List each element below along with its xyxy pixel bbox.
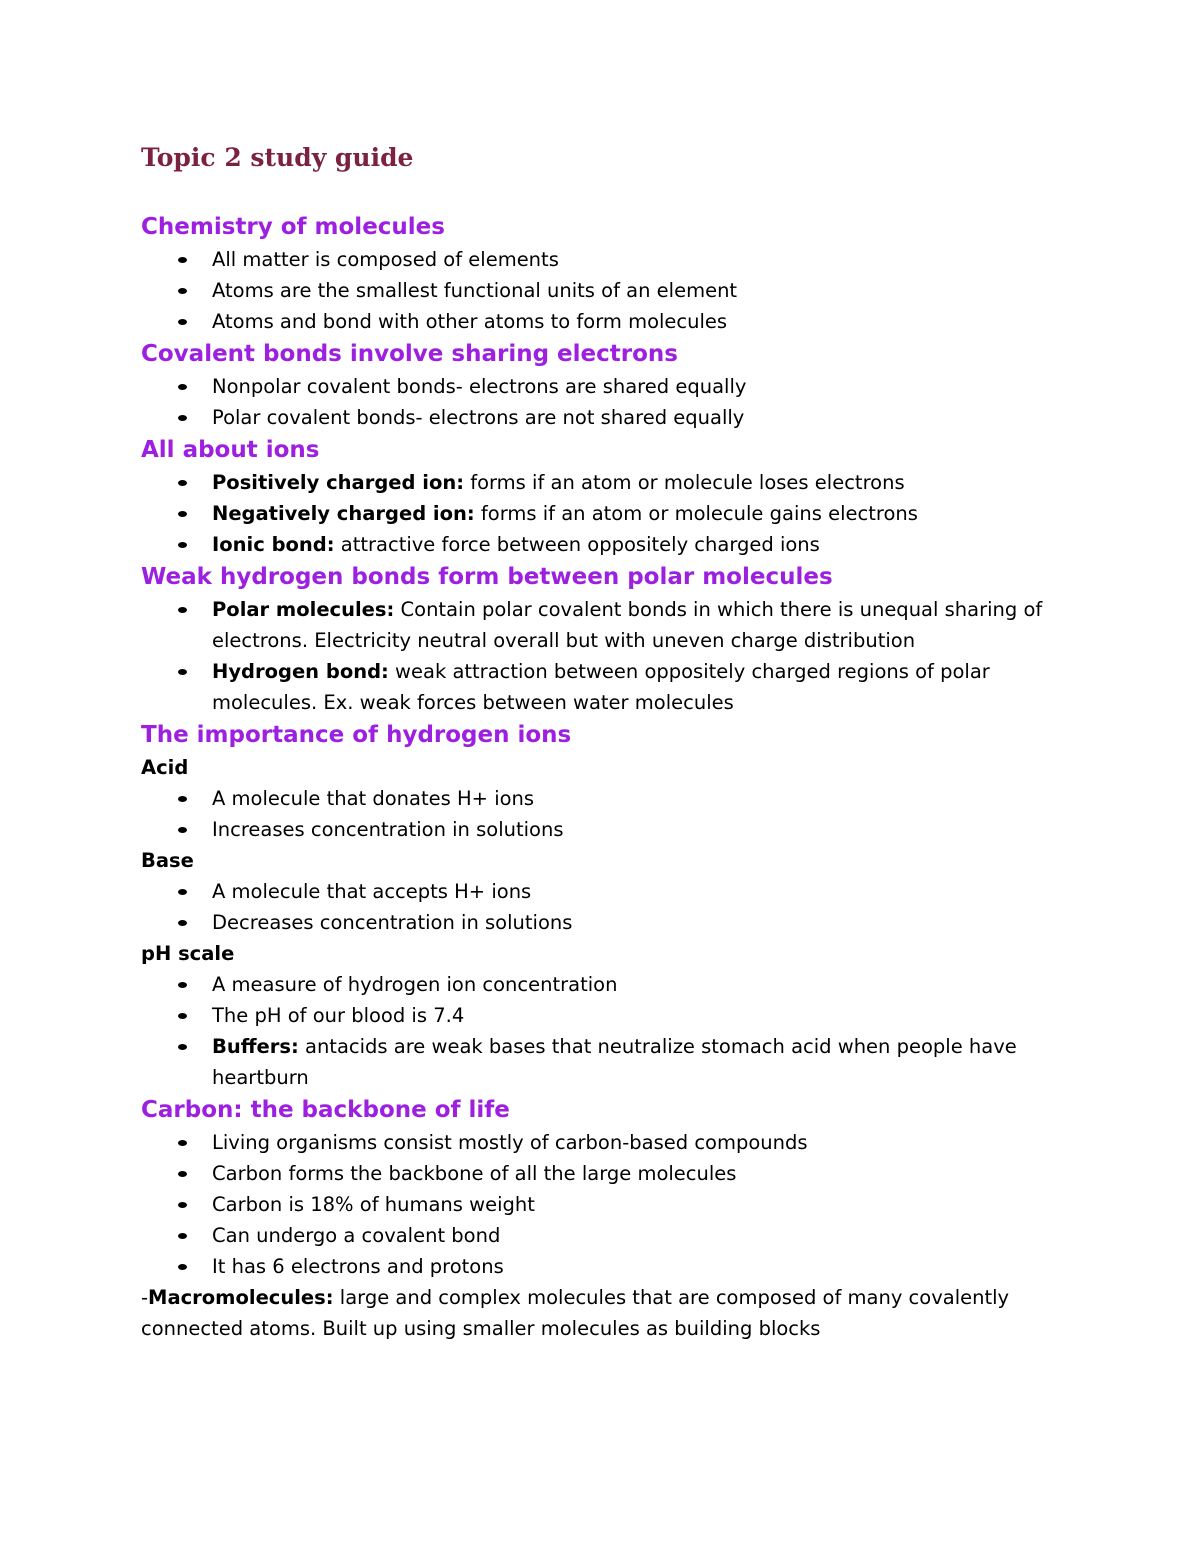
list-item: A measure of hydrogen ion concentration — [212, 969, 1071, 1000]
bullet-list — [141, 1127, 1071, 1282]
list-item: Carbon is 18% of humans weight — [212, 1189, 1071, 1220]
list-item: The pH of our blood is 7.4 — [212, 1000, 1071, 1031]
term: Hydrogen bond: — [212, 660, 389, 683]
list-item: Atoms and bond with other atoms to form molecules — [212, 306, 1071, 337]
term: Negatively charged ion: — [212, 502, 475, 525]
definition: Contain polar covalent bonds in which there is unequal sharing of electrons. Electricity neutral overall but with uneven charge distribution — [212, 598, 1043, 652]
document-title: Topic 2 study guide — [141, 143, 414, 172]
definition: antacids are weak bases that neutralize stomach acid when people have heartburn — [212, 1035, 1017, 1089]
bullet-list — [141, 371, 1071, 433]
list-item: Atoms are the smallest functional units of an element — [212, 275, 1071, 306]
bullet-list — [141, 467, 1071, 560]
section-heading: Chemistry of molecules — [141, 214, 445, 240]
term: Buffers: — [212, 1035, 299, 1058]
list-item: A molecule that accepts H+ ions — [212, 876, 1071, 907]
bullet-list — [141, 969, 1071, 1093]
definition: large and complex molecules that are composed of many covalently connected atoms. Built up using smaller molecules as building blocks — [141, 1286, 1010, 1340]
definition: attractive force between oppositely charged ions — [334, 533, 820, 556]
list-item: Can undergo a covalent bond — [212, 1220, 1071, 1251]
list-item: All matter is composed of elements — [212, 244, 1071, 275]
subsection-label: pH scale — [141, 942, 235, 965]
definition: forms if an atom or molecule gains electrons — [474, 502, 918, 525]
list-item: Increases concentration in solutions — [212, 814, 1071, 845]
term: Polar molecules: — [212, 598, 395, 621]
definition: forms if an atom or molecule loses electrons — [464, 471, 905, 494]
term: Positively charged ion: — [212, 471, 465, 494]
bullet-list — [141, 594, 1071, 718]
list-item — [212, 529, 1071, 560]
list-item: Nonpolar covalent bonds- electrons are shared equally — [212, 371, 1071, 402]
list-item — [212, 594, 1071, 656]
definition: weak attraction between oppositely charged regions of polar molecules. Ex. weak forces between water molecules — [212, 660, 990, 714]
document-page — [141, 140, 1071, 1344]
list-item: Polar covalent bonds- electrons are not shared equally — [212, 402, 1071, 433]
list-item: Decreases concentration in solutions — [212, 907, 1071, 938]
term: Macromolecules: — [148, 1286, 334, 1309]
list-item: Carbon forms the backbone of all the large molecules — [212, 1158, 1071, 1189]
bullet-list — [141, 244, 1071, 337]
section-heading: All about ions — [141, 437, 320, 463]
term: Ionic bond: — [212, 533, 335, 556]
closing-paragraph — [141, 1282, 1071, 1344]
subsection-label: Acid — [141, 756, 189, 779]
list-item — [212, 498, 1071, 529]
section-heading: Carbon: the backbone of life — [141, 1097, 510, 1123]
list-item — [212, 467, 1071, 498]
list-item — [212, 656, 1071, 718]
list-item — [212, 1031, 1071, 1093]
list-item: Living organisms consist mostly of carbon-based compounds — [212, 1127, 1071, 1158]
section-heading: Weak hydrogen bonds form between polar molecules — [141, 564, 833, 590]
section-heading: Covalent bonds involve sharing electrons — [141, 341, 678, 367]
bullet-list — [141, 783, 1071, 845]
subsection-label: Base — [141, 849, 194, 872]
list-item: A molecule that donates H+ ions — [212, 783, 1071, 814]
dash-prefix: - — [141, 1286, 149, 1309]
bullet-list — [141, 876, 1071, 938]
list-item: It has 6 electrons and protons — [212, 1251, 1071, 1282]
section-heading: The importance of hydrogen ions — [141, 722, 572, 748]
